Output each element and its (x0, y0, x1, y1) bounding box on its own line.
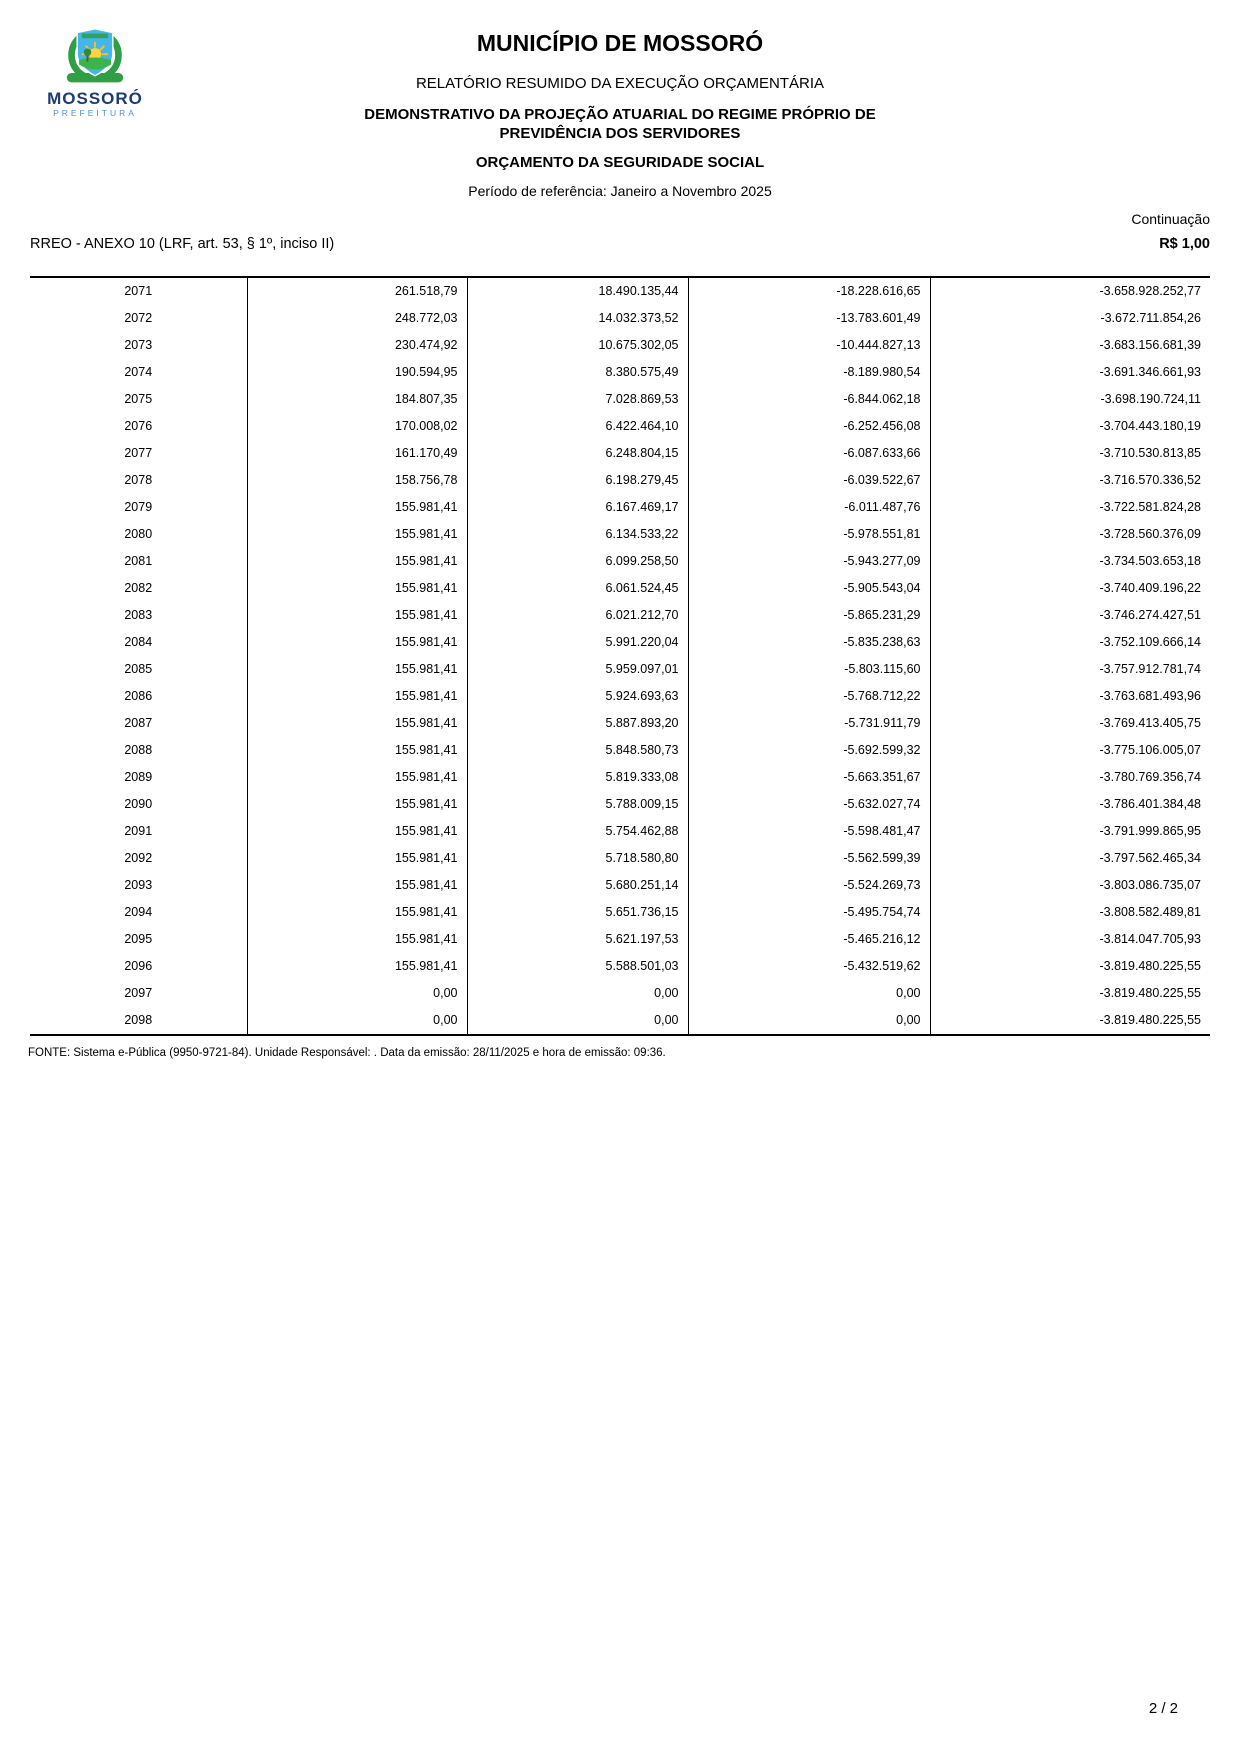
table-row (30, 386, 1210, 413)
value-cell: -6.844.062,18 (688, 386, 930, 413)
table-row (30, 710, 1210, 737)
year-cell: 2084 (30, 629, 247, 656)
table-row (30, 953, 1210, 980)
value-cell: 155.981,41 (247, 953, 467, 980)
budget-title: ORÇAMENTO DA SEGURIDADE SOCIAL (475, 153, 765, 171)
value-cell: -8.189.980,54 (688, 359, 930, 386)
value-cell: 5.848.580,73 (467, 737, 688, 764)
value-cell: -6.039.522,67 (688, 467, 930, 494)
value-cell: -3.791.999.865,95 (1099, 824, 1201, 838)
year-cell: 2072 (30, 305, 247, 332)
value-cell: -5.562.599,39 (688, 845, 930, 872)
value-cell: -3.780.769.356,74 (1099, 770, 1201, 784)
value-cell: 155.981,41 (247, 872, 467, 899)
value-cell: 158.756,78 (247, 467, 467, 494)
value-cell: 6.061.524,45 (467, 575, 688, 602)
table-row (30, 277, 1210, 305)
crest-icon (36, 26, 154, 88)
value-cell: -3.658.928.252,77 (1099, 284, 1201, 298)
value-cell: -5.731.911,79 (688, 710, 930, 737)
value-cell: 6.198.279,45 (467, 467, 688, 494)
value-cell: 6.248.804,15 (467, 440, 688, 467)
year-cell: 2080 (30, 521, 247, 548)
table-row (30, 575, 1210, 602)
value-cell: 5.588.501,03 (467, 953, 688, 980)
year-cell: 2076 (30, 413, 247, 440)
table-row (30, 602, 1210, 629)
year-cell: 2075 (30, 386, 247, 413)
year-cell: 2086 (30, 683, 247, 710)
value-cell: 5.651.736,15 (467, 899, 688, 926)
value-cell: 14.032.373,52 (467, 305, 688, 332)
value-cell: -3.819.480.225,55 (1099, 1013, 1201, 1027)
value-cell: -3.683.156.681,39 (1099, 338, 1201, 352)
year-cell: 2085 (30, 656, 247, 683)
value-cell: -6.011.487,76 (688, 494, 930, 521)
value-cell: -5.978.551,81 (688, 521, 930, 548)
year-cell: 2074 (30, 359, 247, 386)
value-cell: -5.495.754,74 (688, 899, 930, 926)
value-cell: 5.754.462,88 (467, 818, 688, 845)
value-cell: -3.769.413.405,75 (1099, 716, 1201, 730)
table-row (30, 413, 1210, 440)
value-cell: 8.380.575,49 (467, 359, 688, 386)
value-cell: 155.981,41 (247, 737, 467, 764)
year-cell: 2083 (30, 602, 247, 629)
value-cell: 6.021.212,70 (467, 602, 688, 629)
municipality-logo (36, 26, 154, 118)
value-cell: -3.814.047.705,93 (1099, 932, 1201, 946)
value-cell: 155.981,41 (247, 548, 467, 575)
value-cell: 6.422.464,10 (467, 413, 688, 440)
year-cell: 2097 (30, 980, 247, 1007)
table-row (30, 494, 1210, 521)
year-cell: 2077 (30, 440, 247, 467)
value-cell: 5.788.009,15 (467, 791, 688, 818)
value-cell: -3.704.443.180,19 (1099, 419, 1201, 433)
report-title: MUNICÍPIO DE MOSSORÓ (476, 30, 764, 56)
value-cell: -13.783.601,49 (688, 305, 930, 332)
value-cell: -3.808.582.489,81 (1099, 905, 1201, 919)
table-row (30, 359, 1210, 386)
value-cell: 230.474,92 (247, 332, 467, 359)
value-cell: -3.716.570.336,52 (1099, 473, 1201, 487)
value-cell: 5.959.097,01 (467, 656, 688, 683)
value-cell: 5.718.580,80 (467, 845, 688, 872)
year-cell: 2071 (30, 277, 247, 305)
reference-period: Período de referência: Janeiro a Novembro 2025 (468, 182, 772, 199)
value-cell: -3.775.106.005,07 (1099, 743, 1201, 757)
value-cell: -3.672.711.854,26 (1100, 311, 1201, 325)
value-cell: 6.099.258,50 (467, 548, 688, 575)
value-cell: -5.768.712,22 (688, 683, 930, 710)
table-row (30, 899, 1210, 926)
table-row (30, 980, 1210, 1007)
value-cell: -5.692.599,32 (688, 737, 930, 764)
value-cell: 18.490.135,44 (467, 277, 688, 305)
table-row (30, 764, 1210, 791)
value-cell: -3.819.480.225,55 (1099, 986, 1201, 1000)
value-cell: -6.087.633,66 (688, 440, 930, 467)
value-cell: -3.722.581.824,28 (1099, 500, 1201, 514)
value-cell: -3.752.109.666,14 (1099, 635, 1201, 649)
value-cell: -18.228.616,65 (688, 277, 930, 305)
value-cell: 248.772,03 (247, 305, 467, 332)
table-row (30, 818, 1210, 845)
value-cell: 155.981,41 (247, 575, 467, 602)
year-cell: 2087 (30, 710, 247, 737)
value-cell: 155.981,41 (247, 791, 467, 818)
value-cell: -6.252.456,08 (688, 413, 930, 440)
year-cell: 2088 (30, 737, 247, 764)
value-cell: 10.675.302,05 (467, 332, 688, 359)
table-row (30, 791, 1210, 818)
value-cell: 261.518,79 (247, 277, 467, 305)
value-cell: 0,00 (467, 1007, 688, 1035)
year-cell: 2079 (30, 494, 247, 521)
value-cell: -3.740.409.196,22 (1099, 581, 1201, 595)
report-header (0, 0, 1240, 199)
year-cell: 2095 (30, 926, 247, 953)
value-cell: 170.008,02 (247, 413, 467, 440)
value-cell: -5.835.238,63 (688, 629, 930, 656)
year-cell: 2081 (30, 548, 247, 575)
value-cell: 5.924.693,63 (467, 683, 688, 710)
value-cell: 6.167.469,17 (467, 494, 688, 521)
year-cell: 2090 (30, 791, 247, 818)
value-cell: 5.621.197,53 (467, 926, 688, 953)
value-cell: -3.734.503.653,18 (1099, 554, 1201, 568)
value-cell: 161.170,49 (247, 440, 467, 467)
table-row (30, 926, 1210, 953)
value-cell: 184.807,35 (247, 386, 467, 413)
year-cell: 2089 (30, 764, 247, 791)
value-cell: -5.432.519,62 (688, 953, 930, 980)
value-cell: -10.444.827,13 (688, 332, 930, 359)
table-row (30, 629, 1210, 656)
value-cell: 155.981,41 (247, 494, 467, 521)
table-row (30, 845, 1210, 872)
page-number: 2 / 2 (1148, 1700, 1178, 1717)
value-cell: 155.981,41 (247, 602, 467, 629)
value-cell: 155.981,41 (247, 629, 467, 656)
projection-table (30, 276, 1210, 1036)
value-cell: -3.757.912.781,74 (1099, 662, 1201, 676)
year-cell: 2098 (30, 1007, 247, 1035)
value-cell: 190.594,95 (247, 359, 467, 386)
value-cell: -5.943.277,09 (688, 548, 930, 575)
table-row (30, 872, 1210, 899)
value-cell: -5.632.027,74 (688, 791, 930, 818)
value-cell: -3.786.401.384,48 (1099, 797, 1201, 811)
currency-label: R$ 1,00 (1159, 235, 1210, 252)
table-row (30, 1007, 1210, 1035)
value-cell: 5.887.893,20 (467, 710, 688, 737)
projection-table-body (30, 277, 1210, 1035)
value-cell: -3.797.562.465,34 (1099, 851, 1201, 865)
table-row (30, 305, 1210, 332)
value-cell: -5.663.351,67 (688, 764, 930, 791)
value-cell: -3.819.480.225,55 (1099, 959, 1201, 973)
statement-title: DEMONSTRATIVO DA PROJEÇÃO ATUARIAL DO REGIME PRÓPRIO DE PREVIDÊNCIA DOS SERVIDORES (364, 106, 876, 142)
source-note: FONTE: Sistema e-Pública (9950-9721-84). Unidade Responsável: . Data da emissão: 28/11/2025 e hora de emissão: 09:36. (28, 1046, 666, 1059)
value-cell: 155.981,41 (247, 845, 467, 872)
table-row (30, 683, 1210, 710)
logo-subtitle: PREFEITURA (53, 108, 137, 118)
logo-name: MOSSORÓ (47, 89, 143, 108)
value-cell: -3.698.190.724,11 (1100, 392, 1201, 406)
year-cell: 2096 (30, 953, 247, 980)
table-row (30, 467, 1210, 494)
value-cell: -3.746.274.427,51 (1099, 608, 1201, 622)
value-cell: -5.865.231,29 (688, 602, 930, 629)
table-row (30, 332, 1210, 359)
value-cell: 155.981,41 (247, 683, 467, 710)
value-cell: 5.819.333,08 (467, 764, 688, 791)
value-cell: -3.710.530.813,85 (1099, 446, 1201, 460)
value-cell: -3.803.086.735,07 (1099, 878, 1201, 892)
report-subtitle: RELATÓRIO RESUMIDO DA EXECUÇÃO ORÇAMENTÁRIA (415, 75, 825, 92)
value-cell: 155.981,41 (247, 656, 467, 683)
year-cell: 2073 (30, 332, 247, 359)
table-row (30, 737, 1210, 764)
value-cell: -3.728.560.376,09 (1099, 527, 1201, 541)
value-cell: 155.981,41 (247, 710, 467, 737)
value-cell: 155.981,41 (247, 764, 467, 791)
value-cell: 5.991.220,04 (467, 629, 688, 656)
continuation-label: Continuação (1131, 210, 1210, 227)
value-cell: 6.134.533,22 (467, 521, 688, 548)
year-cell: 2082 (30, 575, 247, 602)
value-cell: -5.905.543,04 (688, 575, 930, 602)
value-cell: -5.524.269,73 (688, 872, 930, 899)
table-row (30, 521, 1210, 548)
value-cell: 5.680.251,14 (467, 872, 688, 899)
table-row (30, 656, 1210, 683)
annex-row (30, 236, 1210, 252)
year-cell: 2093 (30, 872, 247, 899)
value-cell: -5.465.216,12 (688, 926, 930, 953)
value-cell: 155.981,41 (247, 818, 467, 845)
value-cell: 7.028.869,53 (467, 386, 688, 413)
year-cell: 2091 (30, 818, 247, 845)
value-cell: 155.981,41 (247, 899, 467, 926)
value-cell: 155.981,41 (247, 926, 467, 953)
value-cell: -3.691.346.661,93 (1099, 365, 1201, 379)
table-row (30, 548, 1210, 575)
value-cell: 0,00 (247, 980, 467, 1007)
value-cell: 155.981,41 (247, 521, 467, 548)
value-cell: 0,00 (467, 980, 688, 1007)
value-cell: -5.803.115,60 (688, 656, 930, 683)
table-row (30, 440, 1210, 467)
year-cell: 2094 (30, 899, 247, 926)
value-cell: 0,00 (688, 1007, 930, 1035)
value-cell: 0,00 (247, 1007, 467, 1035)
annex-label: RREO - ANEXO 10 (LRF, art. 53, § 1º, inciso II) (30, 235, 335, 252)
value-cell: 0,00 (688, 980, 930, 1007)
value-cell: -5.598.481,47 (688, 818, 930, 845)
year-cell: 2078 (30, 467, 247, 494)
value-cell: -3.763.681.493,96 (1099, 689, 1201, 703)
year-cell: 2092 (30, 845, 247, 872)
